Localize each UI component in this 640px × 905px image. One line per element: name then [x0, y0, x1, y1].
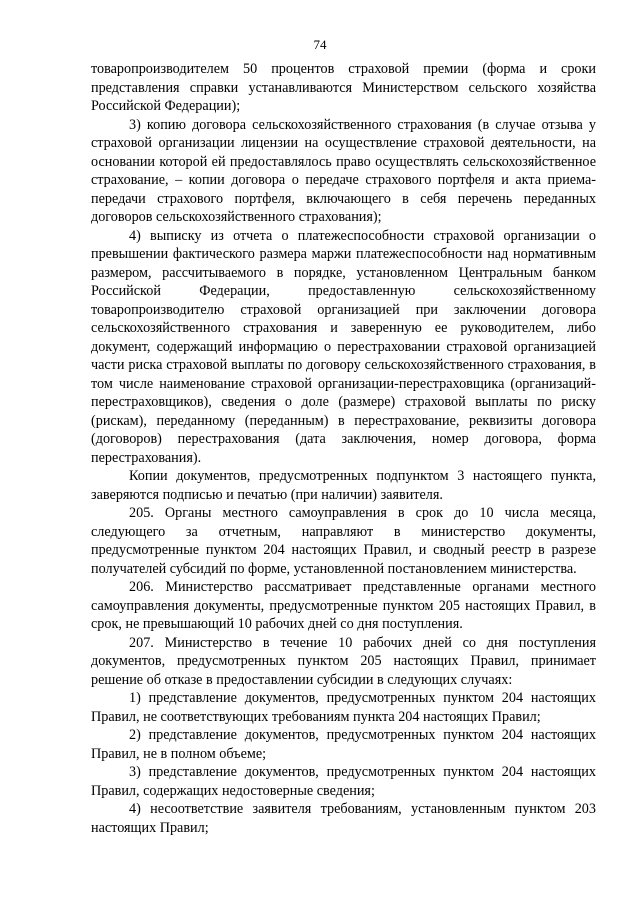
paragraph-item-3: 3) копию договора сельскохозяйственного страхования (в случае отзыва у страховой организации лицензии на осуществление страховой деятельности, на основании которой ей предоставлялось право осуществлять сельскохозяйственное страхование, – копии договора о передаче страхового портфеля и акта приема-передачи страхового портфеля, включающего в себя перечень переданных договоров сельскохозяйственного страхования);: [91, 116, 596, 225]
paragraph-207-item-1: 1) представление документов, предусмотренных пунктом 204 настоящих Правил, не соответствующих требованиям пункта 204 настоящих Правил;: [91, 690, 596, 725]
paragraph-207-item-4: 4) несоответствие заявителя требованиям, установленным пунктом 203 настоящих Правил;: [91, 801, 596, 836]
page-number: 74: [313, 37, 327, 52]
paragraph-205: 205. Органы местного самоуправления в срок до 10 числа месяца, следующего за отчетным, направляют в министерство документы, предусмотренные пунктом 204 настоящих Правил, и сводный реестр в разрезе получателей субсидий по форме, установленной постановлением министерства.: [91, 505, 596, 577]
paragraph-206: 206. Министерство рассматривает представленные органами местного самоуправления документы, предусмотренные пунктом 205 настоящих Правил, в срок, не превышающий 10 рабочих дней со дня поступления.: [91, 579, 596, 632]
document-body: [91, 60, 596, 837]
paragraph-207-item-3: 3) представление документов, предусмотренных пунктом 204 настоящих Правил, содержащих недостоверные сведения;: [91, 764, 596, 799]
paragraph-207-item-2: 2) представление документов, предусмотренных пунктом 204 настоящих Правил, не в полном объеме;: [91, 727, 596, 762]
paragraph-207: 207. Министерство в течение 10 рабочих дней со дня поступления документов, предусмотренных пунктом 205 настоящих Правил, принимает решение об отказе в предоставлении субсидии в следующих случаях:: [91, 634, 596, 688]
paragraph-continuation: товаропроизводителем 50 процентов страховой премии (форма и сроки представления справки устанавливаются Министерством сельского хозяйства Российской Федерации);: [91, 61, 596, 114]
paragraph-copies-note: Копии документов, предусмотренных подпунктом 3 настоящего пункта, заверяются подписью и печатью (при наличии) заявителя.: [91, 468, 596, 503]
paragraph-item-4: 4) выписку из отчета о платежеспособности страховой организации о превышении фактического размера маржи платежеспособности над нормативным размером, рассчитываемого в порядке, установленном Центральным банком Российской Федерации, предоставленную сельскохозяйственному товаропроизводителю страховой организацией при заключении договора сельскохозяйственного страхования и заверенную ее руководителем, либо документ, содержащий информацию о перестраховании страховой организацией части риска страховой выплаты по договору сельскохозяйственного страхования, в том числе наименование страховой организации-перестраховщика (организаций-перестраховщиков), сведения о доле (размере) страховой выплаты по риску (рискам), переданному (переданным) в перестрахование, реквизиты договора (договоров) перестрахования (дата заключения, номер договора, форма перестрахования).: [91, 227, 596, 466]
